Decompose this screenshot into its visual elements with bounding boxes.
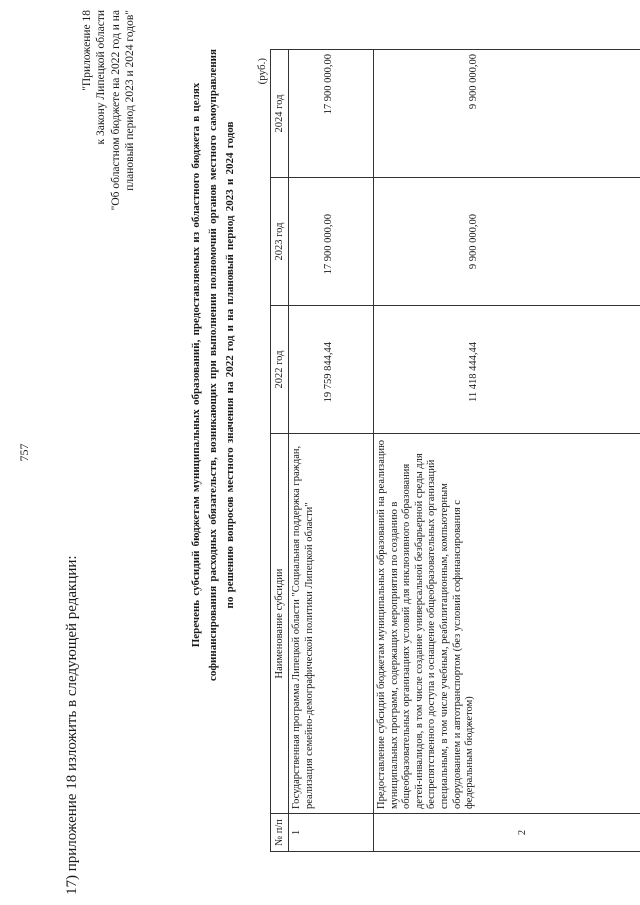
header-2022: 2022 год: [271, 306, 289, 434]
subsidy-name: Предоставление субсидий бюджетам муниципальных образований на реализацию муниципальных программ, содержащих мероприятия по созданию в общеобразовательных организациях условий для инклюзивного образования детей-инвалидов, в том числе создание универсальной безбарьерной среды для беспрепятственного доступа и оснащение общеобразовательных организаций специальным, в том числе учебным, реабилитационным, компьютерным оборудованием и автотранспортом (без условий софинансирования с федеральным бюджетом): [374, 434, 640, 814]
subsidy-name: Государственная программа Липецкой области "Социальная поддержка граждан, реализация семейно-демографической политики Липецкой области": [289, 434, 374, 814]
intro-text: 17) приложение 18 изложить в следующей редакции:: [64, 555, 80, 895]
subsidy-table: [270, 49, 640, 852]
appendix-reference: [80, 10, 138, 350]
appendix-line: к Закону Липецкой области: [95, 10, 108, 145]
appendix-line: "Об областном бюджете на 2022 год и на: [109, 10, 122, 211]
header-2023: 2023 год: [271, 178, 289, 306]
table-row: [289, 50, 374, 852]
unit-label: (руб.): [256, 58, 268, 85]
row-number: 1: [289, 814, 374, 852]
header-name: Наименование субсидии: [271, 434, 289, 814]
page-number: 757: [17, 443, 31, 462]
header-2024: 2024 год: [271, 50, 289, 178]
amount-2023: 17 900 000,00: [289, 178, 374, 306]
heading-line: Перечень субсидий бюджетам муниципальных образований, предоставляемых из областного бюджета в целях: [190, 82, 202, 648]
amount-2024: 17 900 000,00: [289, 50, 374, 178]
header-num: № п/п: [271, 814, 289, 852]
heading-line: софинансирования расходных обязательств, возникающих при выполнении полномочий органов местного самоуправления: [207, 49, 220, 681]
document-heading: [188, 0, 239, 735]
table-row: [374, 50, 640, 852]
heading-line: по решению вопросов местного значения на 2022 год и на плановый период 2023 и 2024 годов: [224, 121, 237, 609]
appendix-line: плановый период 2023 и 2024 годов": [124, 10, 137, 191]
amount-2022: 11 418 444,44: [374, 306, 640, 434]
amount-2022: 19 759 844,44: [289, 306, 374, 434]
appendix-line: "Приложение 18: [81, 10, 93, 91]
amount-2024: 9 900 000,00: [374, 50, 640, 178]
table-header-row: [271, 50, 289, 852]
row-number: 2: [374, 814, 640, 852]
amount-2023: 9 900 000,00: [374, 178, 640, 306]
